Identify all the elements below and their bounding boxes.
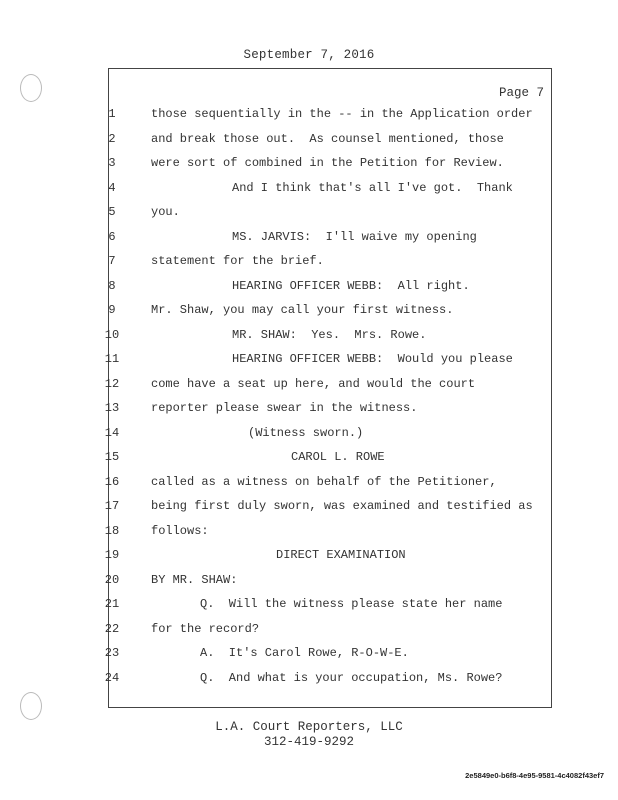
transcript-line (0, 548, 618, 572)
transcript-line (0, 426, 618, 450)
line-number: 10 (104, 327, 120, 342)
line-text: A. It's Carol Rowe, R-O-W-E. (200, 646, 409, 660)
line-number: 15 (104, 450, 120, 464)
transcript-line (0, 328, 618, 352)
line-number: 12 (104, 376, 120, 391)
line-text: CAROL L. ROWE (291, 450, 385, 464)
line-number: 1 (108, 107, 116, 121)
footer-company: L.A. Court Reporters, LLC (215, 720, 403, 734)
line-number: 17 (104, 499, 120, 513)
line-number: 22 (104, 621, 120, 636)
line-number: 2 (108, 131, 116, 146)
line-text: DIRECT EXAMINATION (276, 548, 406, 562)
line-text: come have a seat up here, and would the court (151, 376, 476, 391)
transcript-line (0, 156, 618, 180)
transcript-line (0, 279, 618, 303)
line-text: being first duly sworn, was examined and testified as (151, 499, 533, 513)
document-id: 2e5849e0-b6f8-4e95-9581-4c4082f43ef7 (465, 771, 604, 780)
line-text: called as a witness on behalf of the Petitioner, (151, 474, 497, 489)
line-number: 11 (104, 352, 120, 366)
header-date: September 7, 2016 (243, 48, 375, 62)
line-text: MR. SHAW: Yes. Mrs. Rowe. (232, 327, 427, 342)
line-number: 6 (108, 229, 116, 244)
footer (0, 720, 618, 750)
line-text: HEARING OFFICER WEBB: All right. (232, 278, 470, 293)
transcript-line (0, 646, 618, 670)
line-text: were sort of combined in the Petition for Review. (151, 156, 504, 170)
transcript-line (0, 524, 618, 548)
transcript-line (0, 671, 618, 695)
line-number: 18 (104, 523, 120, 538)
punch-hole-top (20, 74, 42, 102)
line-text: those sequentially in the -- in the Application order (151, 107, 533, 121)
footer-phone: 312-419-9292 (263, 735, 354, 749)
transcript-line (0, 181, 618, 205)
line-text: reporter please swear in the witness. (151, 401, 418, 415)
transcript-line (0, 230, 618, 254)
line-text: you. (151, 205, 180, 219)
line-text: Q. And what is your occupation, Ms. Rowe? (200, 670, 503, 685)
transcript-line (0, 597, 618, 621)
page-label: Page 7 (498, 86, 544, 100)
line-number: 4 (108, 180, 116, 195)
transcript-line (0, 254, 618, 278)
line-text: follows: (151, 523, 209, 538)
line-number: 23 (104, 646, 120, 660)
line-text: BY MR. SHAW: (151, 572, 238, 587)
line-text: HEARING OFFICER WEBB: Would you please (232, 352, 513, 366)
line-number: 5 (108, 205, 116, 219)
line-text: and break those out. As counsel mentioned, those (151, 131, 504, 146)
line-text: statement for the brief. (151, 254, 324, 268)
line-number: 20 (104, 572, 120, 587)
line-number: 16 (104, 474, 120, 489)
line-text: MS. JARVIS: I'll waive my opening (232, 229, 477, 244)
transcript-line (0, 205, 618, 229)
line-number: 14 (104, 425, 120, 440)
line-number: 8 (108, 278, 116, 293)
line-text: for the record? (151, 621, 260, 636)
line-number: 13 (104, 401, 120, 415)
transcript-line (0, 401, 618, 425)
transcript-line (0, 622, 618, 646)
transcript-line (0, 107, 618, 131)
punch-hole-bottom (20, 692, 42, 720)
line-number: 7 (108, 254, 116, 268)
line-number: 9 (108, 303, 116, 317)
line-text: (Witness sworn.) (248, 425, 364, 440)
line-number: 21 (104, 597, 120, 611)
transcript-line (0, 499, 618, 523)
transcript-line (0, 377, 618, 401)
line-number: 19 (104, 548, 120, 562)
line-number: 3 (108, 156, 116, 170)
line-text: And I think that's all I've got. Thank (232, 180, 513, 195)
transcript-line (0, 573, 618, 597)
transcript-line (0, 475, 618, 499)
transcript-line (0, 352, 618, 376)
line-text: Q. Will the witness please state her name (200, 597, 503, 611)
line-text: Mr. Shaw, you may call your first witness. (151, 303, 454, 317)
transcript-line (0, 132, 618, 156)
transcript-line (0, 450, 618, 474)
line-number: 24 (104, 670, 120, 685)
transcript-line (0, 303, 618, 327)
